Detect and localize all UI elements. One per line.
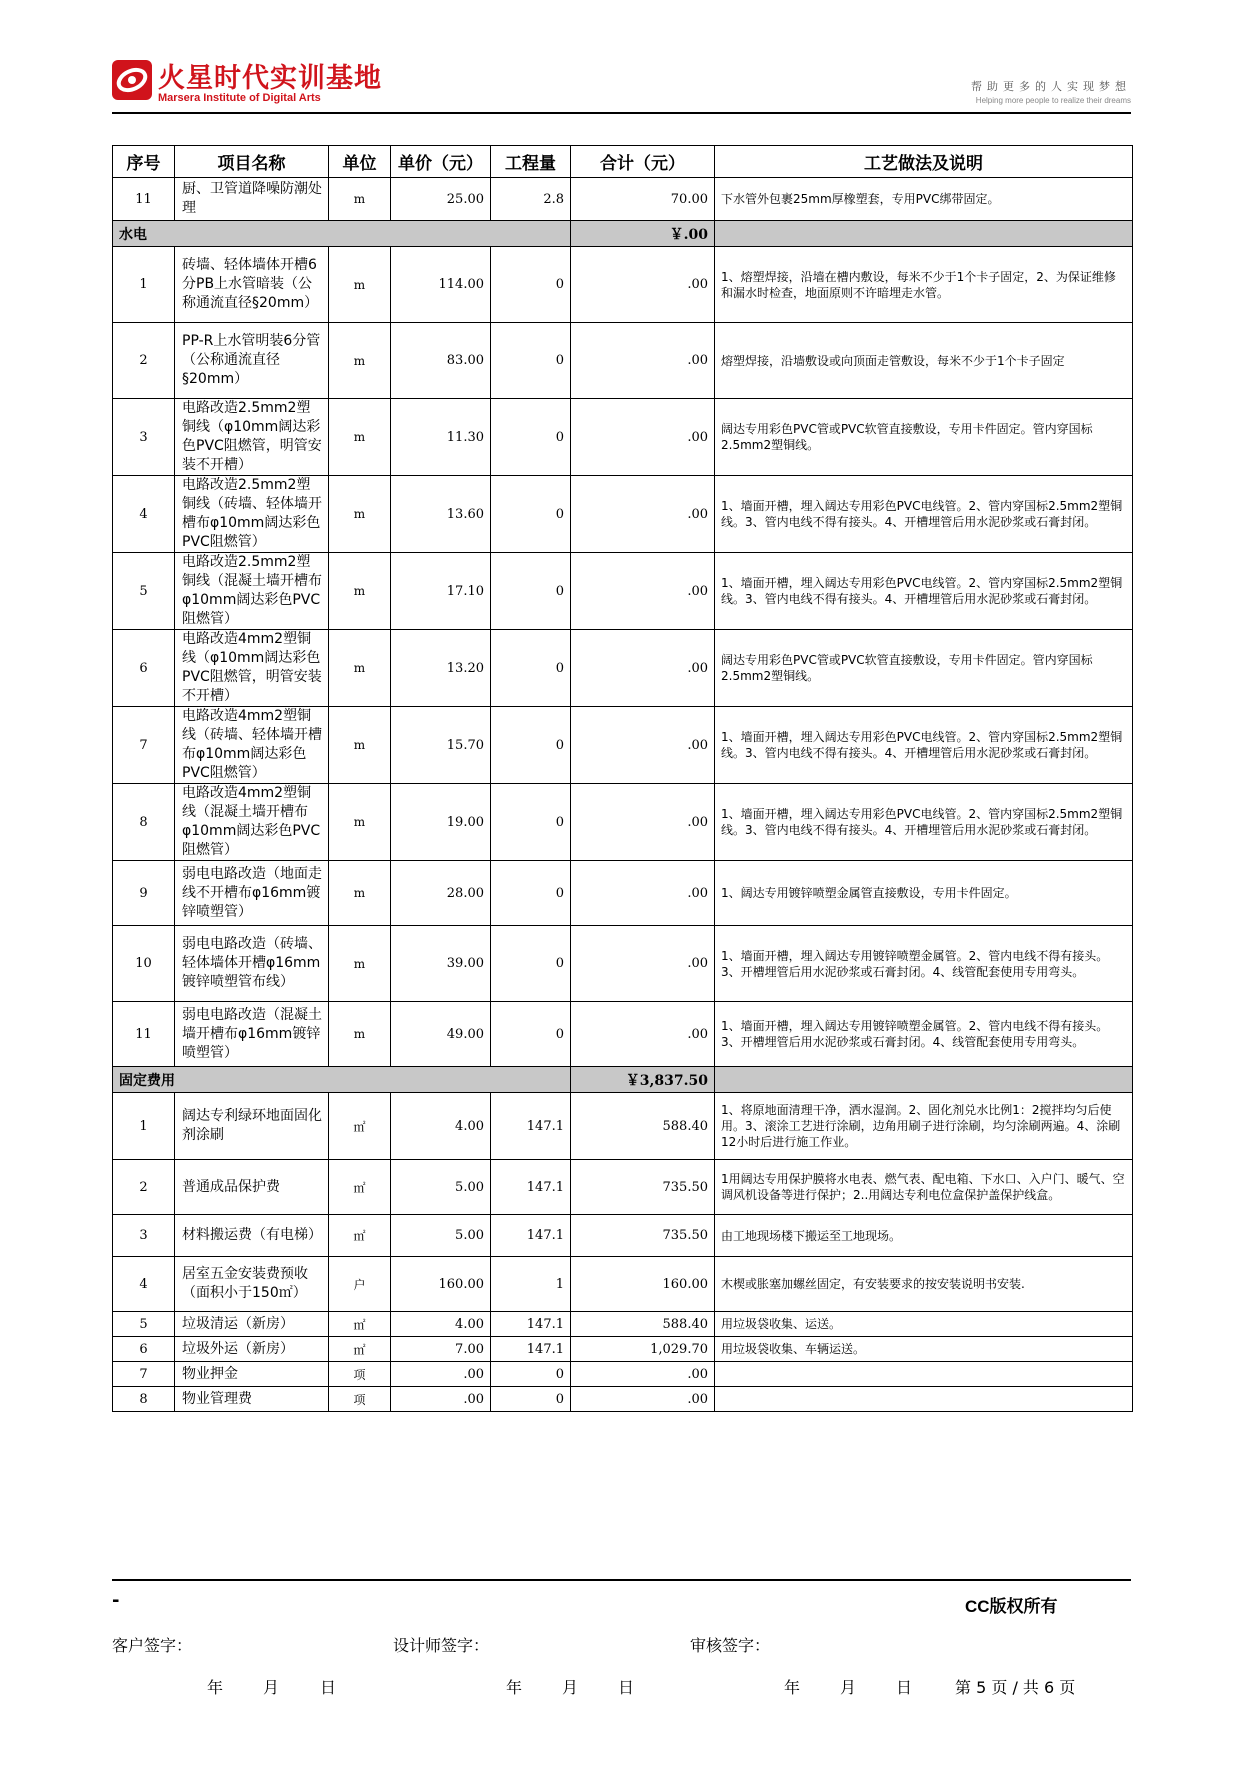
table-row — [113, 1093, 1133, 1160]
date-year: 年 — [207, 1678, 224, 1697]
table-row — [113, 707, 1133, 784]
cell-total: 70.00 — [571, 178, 715, 221]
cell-no: 5 — [113, 1312, 175, 1337]
header-desc: 工艺做法及说明 — [715, 146, 1133, 178]
quote-table-body — [113, 178, 1133, 1412]
footer-dash: - — [112, 1590, 120, 1611]
cell-total: 588.40 — [571, 1312, 715, 1337]
cell-price: 7.00 — [391, 1337, 491, 1362]
table-row — [113, 926, 1133, 1002]
cell-price: 39.00 — [391, 926, 491, 1002]
cell-no: 6 — [113, 630, 175, 707]
cell-name: 弱电电路改造（砖墙、轻体墙体开槽φ16mm镀锌喷塑管布线） — [175, 926, 329, 1002]
cell-name: 电路改造4mm2塑铜线（混凝土墙开槽布φ10mm阔达彩色PVC阻燃管） — [175, 784, 329, 861]
cell-desc: 熔塑焊接，沿墙敷设或向顶面走管敷设，每米不少于1个卡子固定 — [715, 323, 1133, 399]
cell-desc: 1、墙面开槽，埋入阔达专用镀锌喷塑金属管。2、管内电线不得有接头。3、开槽埋管后用水泥砂浆或石膏封闭。4、线管配套使用专用弯头。 — [715, 1002, 1133, 1067]
cell-no: 6 — [113, 1337, 175, 1362]
date-day: 日 — [618, 1678, 635, 1697]
cell-total: .00 — [571, 1002, 715, 1067]
cell-price: 5.00 — [391, 1160, 491, 1215]
cell-desc: 阔达专用彩色PVC管或PVC软管直接敷设，专用卡件固定。管内穿国标2.5mm2塑铜线。 — [715, 630, 1133, 707]
cell-qty: 0 — [491, 399, 571, 476]
cell-qty: 0 — [491, 1362, 571, 1387]
cell-desc: 1、熔塑焊接，沿墙在槽内敷设，每米不少于1个卡子固定，2、为保证维修和漏水时检查，地面原则不许暗埋走水管。 — [715, 247, 1133, 323]
cell-no: 10 — [113, 926, 175, 1002]
cell-price: 4.00 — [391, 1312, 491, 1337]
section-total: ￥3,837.50 — [571, 1067, 715, 1093]
cell-price: 5.00 — [391, 1215, 491, 1257]
section-row — [113, 221, 1133, 247]
cell-desc — [715, 1387, 1133, 1412]
cell-unit: m — [329, 1002, 391, 1067]
cell-qty: 0 — [491, 247, 571, 323]
date-year: 年 — [506, 1678, 523, 1697]
cell-desc: 由工地现场楼下搬运至工地现场。 — [715, 1215, 1133, 1257]
cell-name: 物业押金 — [175, 1362, 329, 1387]
cell-unit: m — [329, 630, 391, 707]
cell-name: 电路改造2.5mm2塑铜线（φ10mm阔达彩色PVC阻燃管，明管安装不开槽） — [175, 399, 329, 476]
table-row — [113, 323, 1133, 399]
cell-qty: 0 — [491, 553, 571, 630]
header-qty: 工程量 — [491, 146, 571, 178]
cell-qty: 0 — [491, 323, 571, 399]
cell-no: 4 — [113, 1257, 175, 1312]
cell-no: 7 — [113, 1362, 175, 1387]
cell-price: 160.00 — [391, 1257, 491, 1312]
cell-total: .00 — [571, 399, 715, 476]
cell-total: .00 — [571, 247, 715, 323]
cell-price: 11.30 — [391, 399, 491, 476]
table-row — [113, 553, 1133, 630]
cell-total: .00 — [571, 784, 715, 861]
cell-name: 垃圾外运（新房） — [175, 1337, 329, 1362]
cell-qty: 147.1 — [491, 1215, 571, 1257]
section-total: ￥.00 — [571, 221, 715, 247]
section-spacer — [715, 221, 1133, 247]
cell-qty: 147.1 — [491, 1337, 571, 1362]
header-price: 单价（元） — [391, 146, 491, 178]
cell-name: PP-R上水管明装6分管（公称通流直径§20mm） — [175, 323, 329, 399]
cell-qty: 0 — [491, 476, 571, 553]
cell-desc: 1、阔达专用镀锌喷塑金属管直接敷设，专用卡件固定。 — [715, 861, 1133, 926]
table-row — [113, 784, 1133, 861]
cell-unit: ㎡ — [329, 1093, 391, 1160]
cell-name: 阔达专利绿环地面固化剂涂刷 — [175, 1093, 329, 1160]
cell-total: .00 — [571, 1387, 715, 1412]
cell-qty: 0 — [491, 1002, 571, 1067]
cell-qty: 147.1 — [491, 1312, 571, 1337]
cell-name: 砖墙、轻体墙体开槽6分PB上水管暗装（公称通流直径§20mm） — [175, 247, 329, 323]
cell-desc: 1、墙面开槽，埋入阔达专用彩色PVC电线管。2、管内穿国标2.5mm2塑铜线。3、管内电线不得有接头。4、开槽埋管后用水泥砂浆或石膏封闭。 — [715, 784, 1133, 861]
designer-signature-label: 设计师签字： — [393, 1636, 490, 1655]
section-title: 固定费用 — [113, 1067, 571, 1093]
cell-desc: 阔达专用彩色PVC管或PVC软管直接敷设，专用卡件固定。管内穿国标2.5mm2塑铜线。 — [715, 399, 1133, 476]
cell-desc — [715, 1362, 1133, 1387]
page-number: 第 5 页 / 共 6 页 — [955, 1678, 1076, 1697]
cell-unit: m — [329, 178, 391, 221]
header-total: 合计（元） — [571, 146, 715, 178]
logo-chinese-name: 火星时代实训基地 — [158, 63, 382, 94]
cell-qty: 0 — [491, 926, 571, 1002]
table-row — [113, 1215, 1133, 1257]
cell-name: 电路改造4mm2塑铜线（砖墙、轻体墙开槽布φ10mm阔达彩色PVC阻燃管） — [175, 707, 329, 784]
cell-total: .00 — [571, 323, 715, 399]
cell-total: 735.50 — [571, 1160, 715, 1215]
cell-unit: m — [329, 323, 391, 399]
cell-unit: m — [329, 707, 391, 784]
cell-price: 83.00 — [391, 323, 491, 399]
table-row — [113, 1312, 1133, 1337]
cell-price: 4.00 — [391, 1093, 491, 1160]
cell-unit: m — [329, 399, 391, 476]
date-month: 月 — [263, 1678, 280, 1697]
quote-table — [112, 145, 1133, 1412]
cell-desc: 用垃圾袋收集、车辆运送。 — [715, 1337, 1133, 1362]
cell-desc: 下水管外包裹25mm厚橡塑套，专用PVC绑带固定。 — [715, 178, 1133, 221]
table-row — [113, 247, 1133, 323]
cell-no: 11 — [113, 1002, 175, 1067]
cell-price: 19.00 — [391, 784, 491, 861]
cell-price: 17.10 — [391, 553, 491, 630]
cell-no: 5 — [113, 553, 175, 630]
cell-unit: m — [329, 784, 391, 861]
cell-total: .00 — [571, 630, 715, 707]
cell-price: 114.00 — [391, 247, 491, 323]
customer-signature-label: 客户签字： — [112, 1636, 193, 1655]
footer-divider — [112, 1579, 1131, 1581]
cell-unit: m — [329, 861, 391, 926]
cell-name: 厨、卫管道降噪防潮处理 — [175, 178, 329, 221]
table-row — [113, 861, 1133, 926]
cell-total: 1,029.70 — [571, 1337, 715, 1362]
cell-total: .00 — [571, 926, 715, 1002]
cell-desc: 木楔或胀塞加螺丝固定，有安装要求的按安装说明书安装. — [715, 1257, 1133, 1312]
cell-qty: 0 — [491, 630, 571, 707]
cell-price: 15.70 — [391, 707, 491, 784]
table-row — [113, 1257, 1133, 1312]
section-spacer — [715, 1067, 1133, 1093]
cell-unit: ㎡ — [329, 1337, 391, 1362]
cell-price: .00 — [391, 1362, 491, 1387]
cell-price: 28.00 — [391, 861, 491, 926]
logo-english-name: Marsera Institute of Digital Arts — [158, 92, 321, 104]
cell-total: 160.00 — [571, 1257, 715, 1312]
cell-desc: 1、墙面开槽，埋入阔达专用彩色PVC电线管。2、管内穿国标2.5mm2塑铜线。3、管内电线不得有接头。4、开槽埋管后用水泥砂浆或石膏封闭。 — [715, 553, 1133, 630]
table-row — [113, 1337, 1133, 1362]
table-row — [113, 630, 1133, 707]
cell-total: .00 — [571, 861, 715, 926]
cell-total: .00 — [571, 476, 715, 553]
cell-unit: 项 — [329, 1362, 391, 1387]
slogan-chinese: 帮助更多的人实现梦想 — [971, 80, 1131, 93]
cell-unit: m — [329, 553, 391, 630]
cell-name: 电路改造4mm2塑铜线（φ10mm阔达彩色PVC阻燃管，明管安装不开槽） — [175, 630, 329, 707]
cell-desc: 1用阔达专用保护膜将水电表、燃气表、配电箱、下水口、入户门、暖气、空调风机设备等进行保护；2..用阔达专利电位盒保护盖保护线盒。 — [715, 1160, 1133, 1215]
cell-qty: 0 — [491, 707, 571, 784]
table-row — [113, 1002, 1133, 1067]
header-name: 项目名称 — [175, 146, 329, 178]
table-row — [113, 1160, 1133, 1215]
date-day: 日 — [896, 1678, 913, 1697]
cell-total: .00 — [571, 707, 715, 784]
cell-desc: 用垃圾袋收集、运送。 — [715, 1312, 1133, 1337]
cell-total: 588.40 — [571, 1093, 715, 1160]
table-row — [113, 178, 1133, 221]
cell-qty: 0 — [491, 784, 571, 861]
cell-name: 电路改造2.5mm2塑铜线（混凝土墙开槽布φ10mm阔达彩色PVC阻燃管） — [175, 553, 329, 630]
cell-no: 2 — [113, 323, 175, 399]
cell-price: 49.00 — [391, 1002, 491, 1067]
header-divider — [112, 112, 1131, 114]
cell-price: 25.00 — [391, 178, 491, 221]
cell-no: 9 — [113, 861, 175, 926]
table-row — [113, 1387, 1133, 1412]
table-row — [113, 399, 1133, 476]
cell-total: 735.50 — [571, 1215, 715, 1257]
company-logo — [112, 58, 382, 110]
table-row — [113, 1362, 1133, 1387]
cell-unit: m — [329, 476, 391, 553]
date-month: 月 — [840, 1678, 857, 1697]
cell-no: 3 — [113, 1215, 175, 1257]
cell-price: 13.60 — [391, 476, 491, 553]
cell-unit: m — [329, 926, 391, 1002]
cell-no: 11 — [113, 178, 175, 221]
cell-no: 1 — [113, 1093, 175, 1160]
cell-name: 弱电电路改造（混凝土墙开槽布φ16mm镀锌喷塑管） — [175, 1002, 329, 1067]
date-day: 日 — [320, 1678, 337, 1697]
cell-no: 8 — [113, 784, 175, 861]
cell-qty: 2.8 — [491, 178, 571, 221]
cell-total: .00 — [571, 1362, 715, 1387]
header-unit: 单位 — [329, 146, 391, 178]
cell-unit: ㎡ — [329, 1215, 391, 1257]
section-row — [113, 1067, 1133, 1093]
cell-name: 垃圾清运（新房） — [175, 1312, 329, 1337]
cell-desc: 1、墙面开槽，埋入阔达专用彩色PVC电线管。2、管内穿国标2.5mm2塑铜线。3、管内电线不得有接头。4、开槽埋管后用水泥砂浆或石膏封闭。 — [715, 707, 1133, 784]
cell-price: 13.20 — [391, 630, 491, 707]
cell-desc: 1、墙面开槽，埋入阔达专用镀锌喷塑金属管。2、管内电线不得有接头。3、开槽埋管后用水泥砂浆或石膏封闭。4、线管配套使用专用弯头。 — [715, 926, 1133, 1002]
cell-no: 3 — [113, 399, 175, 476]
slogan-english: Helping more people to realize their dreams — [975, 96, 1131, 105]
cell-qty: 0 — [491, 861, 571, 926]
section-title: 水电 — [113, 221, 571, 247]
cell-name: 物业管理费 — [175, 1387, 329, 1412]
reviewer-signature-label: 审核签字： — [690, 1636, 771, 1655]
cell-name: 电路改造2.5mm2塑铜线（砖墙、轻体墙开槽布φ10mm阔达彩色PVC阻燃管） — [175, 476, 329, 553]
cell-no: 2 — [113, 1160, 175, 1215]
slogan — [971, 78, 1131, 105]
logo-mark-icon — [112, 58, 156, 102]
cell-unit: m — [329, 247, 391, 323]
cell-no: 4 — [113, 476, 175, 553]
cell-desc: 1、墙面开槽，埋入阔达专用彩色PVC电线管。2、管内穿国标2.5mm2塑铜线。3、管内电线不得有接头。4、开槽埋管后用水泥砂浆或石膏封闭。 — [715, 476, 1133, 553]
cell-name: 材料搬运费（有电梯） — [175, 1215, 329, 1257]
cell-qty: 147.1 — [491, 1093, 571, 1160]
header-no: 序号 — [113, 146, 175, 178]
cell-desc: 1、将原地面清理干净，洒水湿润。2、固化剂兑水比例1：2搅拌均匀后使用。3、滚涂工艺进行涂刷，边角用刷子进行涂刷，均匀涂刷两遍。4、涂刷12小时后进行施工作业。 — [715, 1093, 1133, 1160]
cell-unit: 户 — [329, 1257, 391, 1312]
cell-name: 弱电电路改造（地面走线不开槽布φ16mm镀锌喷塑管） — [175, 861, 329, 926]
cell-name: 普通成品保护费 — [175, 1160, 329, 1215]
cell-unit: 项 — [329, 1387, 391, 1412]
cell-qty: 1 — [491, 1257, 571, 1312]
table-header-row — [113, 146, 1133, 178]
cell-qty: 0 — [491, 1387, 571, 1412]
date-month: 月 — [562, 1678, 579, 1697]
cell-unit: ㎡ — [329, 1312, 391, 1337]
cell-name: 居室五金安装费预收（面积小于150㎡） — [175, 1257, 329, 1312]
cell-no: 8 — [113, 1387, 175, 1412]
table-row — [113, 476, 1133, 553]
cell-no: 7 — [113, 707, 175, 784]
cell-total: .00 — [571, 553, 715, 630]
copyright-notice: CC版权所有 — [965, 1597, 1058, 1616]
cell-qty: 147.1 — [491, 1160, 571, 1215]
cell-price: .00 — [391, 1387, 491, 1412]
cell-no: 1 — [113, 247, 175, 323]
cell-unit: ㎡ — [329, 1160, 391, 1215]
date-year: 年 — [784, 1678, 801, 1697]
